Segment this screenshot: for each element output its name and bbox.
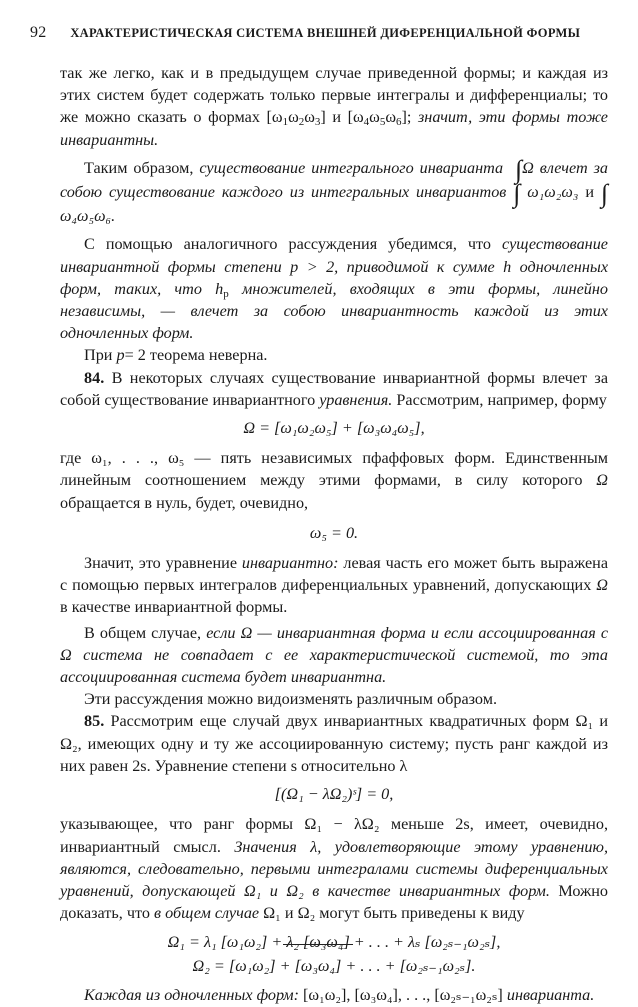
- formula-text: Ω₂ = [ω₁ω₂] + [ω₃ω₄] + . . . + [ω₂ₛ₋₁ω₂ₛ].: [192, 957, 476, 976]
- integral-sign: ∫: [513, 179, 521, 209]
- italic-text: инвариантно:: [241, 554, 339, 573]
- omega-symbol: Ω: [522, 158, 534, 177]
- math-variable: p: [116, 346, 125, 365]
- paragraph-general-case: [60, 622, 608, 689]
- text-span: и: [585, 183, 594, 202]
- formula-text: Ω = [ω₁ω₂ω₅] + [ω₃ω₄ω₅],: [243, 419, 425, 438]
- italic-text: существование интегрального инварианта: [199, 158, 504, 177]
- formula-line-1: [60, 930, 608, 954]
- section-85: [60, 710, 608, 777]
- text-span: ];: [401, 108, 412, 127]
- paragraph-variations: [60, 688, 608, 710]
- paragraph-monomial-forms: [60, 984, 608, 1006]
- text-span: в качестве инвариантной формы.: [60, 598, 288, 617]
- math-expression: ω₁ω₂ω₃: [527, 183, 579, 202]
- italic-text: Значения λ, удовлетворяющие этому уравнению, являются, следовательно, первыми интегралами системы диференциальных уравнений, допускающей Ω₁ и Ω₂ в качестве инвариантных форм.: [60, 837, 608, 900]
- italic-text: Каждая из одночленных форм:: [84, 986, 299, 1005]
- integral-sign: ∫: [600, 179, 609, 209]
- text-span: ω: [385, 108, 396, 127]
- page-body: [60, 62, 608, 1007]
- text-span: обращается в нуль, будет, очевидно,: [60, 493, 309, 512]
- running-header: [30, 24, 610, 42]
- formula-text: ω₅ = 0.: [309, 523, 359, 542]
- text-span: Ω₁ и Ω₂ могут быть приведены к виду: [263, 904, 525, 923]
- subscript: 4: [363, 116, 370, 129]
- text-span: Рассмотрим, например, форму: [396, 390, 607, 409]
- text-span: С помощью аналогичного рассуждения убедимся, что: [84, 235, 491, 254]
- text-span: где ω₁, . . ., ω₅ — пять независимых пфаффовых форм. Единственным линейным соотношением между этими формами, в силу которого: [60, 449, 608, 490]
- italic-text: влечет за собою существование каждого из интегральных инвариантов: [60, 158, 609, 202]
- paragraph-continuation: [60, 62, 608, 151]
- text-span: Эти рассуждения можно видоизменять различным образом.: [84, 690, 498, 709]
- italic-text: существование инвариантной формы степени p > 2, приводимой к сумме h одночленных форм, таких, что h: [60, 235, 608, 298]
- text-span: В некоторых случаях существование инвариантной формы влечет за собой существование инвариантного: [60, 368, 608, 409]
- text-span: ] и [ω: [320, 108, 364, 127]
- formula-normal-forms: [60, 930, 608, 978]
- section-84: [60, 367, 608, 411]
- italic-text: множителей, входящих в эти формы, линейно независимы, — влечет за собою инвариантность каждой из этих одночленных форм.: [60, 279, 608, 343]
- italic-text: в общем случае: [154, 904, 260, 923]
- text-span: Значит, это уравнение: [84, 554, 238, 573]
- text-span: левая часть его может быть выражена с помощью первых интегралов диференциальных уравнений, допускающих: [60, 554, 609, 595]
- paragraph-rank-meaning: [60, 813, 608, 924]
- paragraph-analogous-reasoning: [60, 233, 608, 344]
- formula-omega5-zero: [60, 522, 608, 544]
- section-number: 84.: [84, 368, 105, 387]
- paragraph-invariant-equation: [60, 552, 608, 619]
- italic-text: инварианта.: [506, 986, 595, 1005]
- running-title: ХАРАКТЕРИСТИЧЕСКАЯ СИСТЕМА ВНЕШНЕЙ ДИФЕРЕНЦИАЛЬНОЙ ФОРМЫ: [70, 26, 581, 40]
- italic-text: если Ω — инвариантная форма и если ассоциированная с Ω система не совпадает с ее характеристической системой, то эта ассоциированная система будет инвариантна.: [60, 623, 608, 687]
- end-rule-divider: [283, 944, 353, 945]
- subscript: 3: [314, 116, 321, 129]
- italic-conclusion: значит, эти формы тоже инвариантны.: [60, 108, 608, 149]
- math-expression: [ω₁ω₂], [ω₃ω₄], . . ., [ω₂ₛ₋₁ω₂ₛ]: [303, 986, 503, 1005]
- subscript: 2: [298, 116, 305, 129]
- omega-symbol: Ω: [596, 471, 609, 490]
- text-span: так же легко, как и в предыдущем случае приведенной формы; и каждая из этих систем будет содержать только первые интегралы и дифференциалы; то же можно сказать о формах [ω: [60, 64, 608, 127]
- text-span: При: [84, 346, 113, 365]
- text-span: = 2 теорема неверна.: [124, 346, 268, 365]
- paragraph-p-equals-2: [60, 344, 608, 366]
- text-span: Можно доказать, что: [60, 881, 608, 923]
- math-expression: ω₄ω₅ω₆.: [60, 207, 116, 226]
- paragraph-integral-invariant: [60, 154, 609, 228]
- subscript: p: [223, 287, 229, 300]
- text-span: Рассмотрим еще случай двух инвариантных квадратичных форм Ω₁ и Ω₂, имеющих одну и ту же ассоциированную систему; пусть ранг каждой из них равен 2s. Уравнение степени s относительно λ: [60, 712, 608, 775]
- subscript: 5: [379, 116, 386, 129]
- subscript: 6: [395, 116, 402, 129]
- page-number: 92: [30, 24, 47, 41]
- paragraph-pfaff-forms: [60, 447, 608, 514]
- subscript: 1: [282, 116, 289, 129]
- integral-sign: ∫: [515, 154, 523, 184]
- formula-text: [(Ω₁ − λΩ₂)ˢ] = 0,: [274, 785, 394, 804]
- omega-symbol: Ω: [596, 576, 609, 595]
- formula-line-2: [60, 954, 608, 978]
- formula-omega: [60, 417, 608, 439]
- text-span: ω: [288, 108, 299, 127]
- text-span: ω: [369, 108, 380, 127]
- italic-text: уравнения.: [319, 390, 393, 409]
- text-span: указывающее, что ранг формы Ω₁ − λΩ₂ меньше 2s, имеет, очевидно, инвариантный смысл.: [60, 815, 608, 856]
- section-number: 85.: [84, 712, 105, 731]
- text-span: В общем случае,: [84, 623, 202, 642]
- text-span: Таким образом,: [84, 158, 194, 177]
- formula-rank-equation: [60, 783, 608, 805]
- formula-text: Ω₁ = λ₁ [ω₁ω₂] + λ₂ [ω₃ω₄] + . . . + λₛ [ω₂ₛ₋₁ω₂ₛ],: [167, 933, 501, 952]
- text-span: ω: [304, 108, 315, 127]
